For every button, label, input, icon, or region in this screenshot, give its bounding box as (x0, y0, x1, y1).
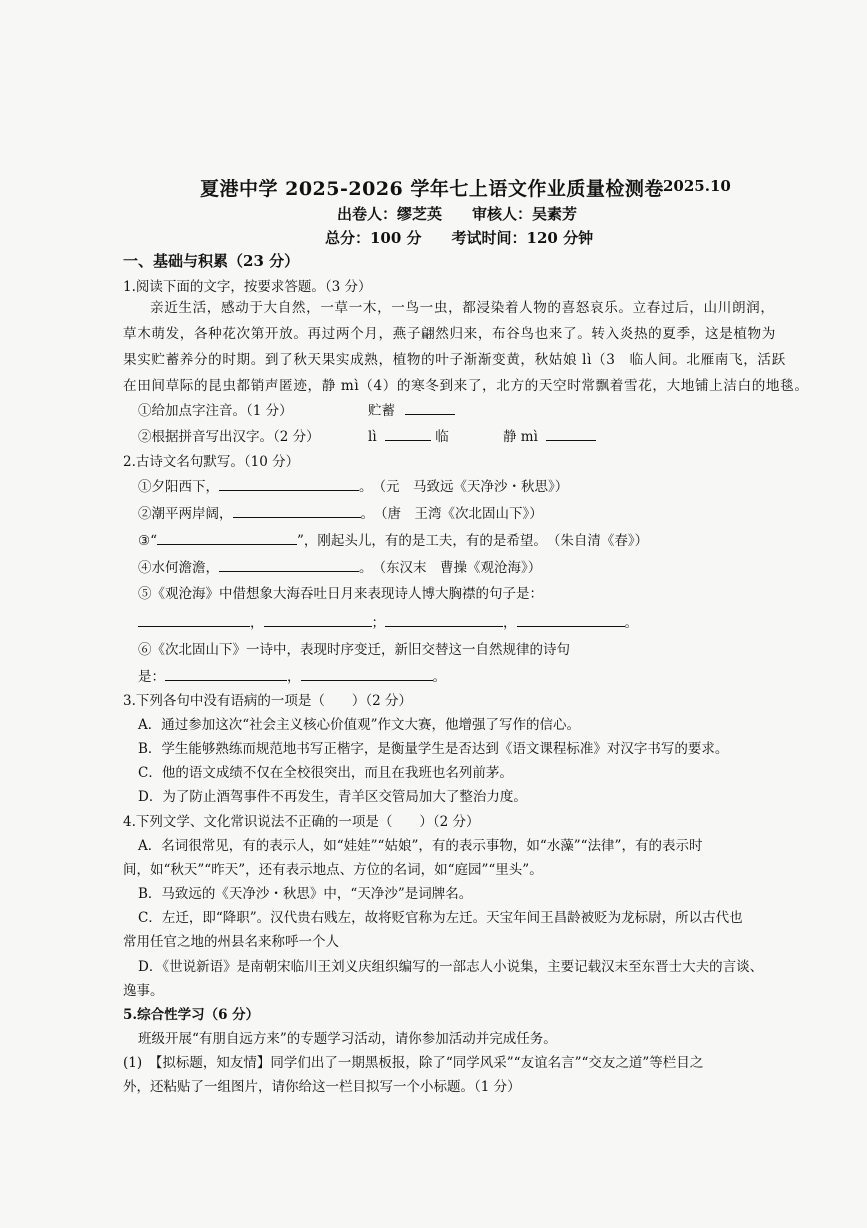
poem-item-4 (138, 556, 541, 576)
passage-line: 果实贮蓄养分的时期。到了秋天果实成熟，植物的叶子渐渐变黄，秋姑娘 lì（3 临人间。北雁南飞，活跃 (123, 352, 786, 368)
exam-title: 夏港中学 2025-2026 学年七上语文作业质量检测卷 (200, 178, 664, 200)
answer-blank[interactable] (138, 612, 250, 627)
exam-info: 总分：100 分 考试时间：120 分钟 (325, 229, 594, 247)
question-1-sub1-label: ①给加点字注音。（1 分） (138, 403, 293, 419)
poem-item-1 (138, 475, 568, 495)
poem-item-6: ⑥《次北固山下》一诗中，表现时序变迁，新旧交替这一自然规律的诗句 (138, 642, 570, 658)
question-1-sub2-b (503, 425, 596, 445)
question-3-option-d: D．为了防止酒驾事件不再发生，青羊区交管局加大了整治力度。 (138, 789, 527, 805)
question-3-option-a: A．通过参加这次“社会主义核心价值观”作文大赛，他增强了写作的信心。 (138, 717, 581, 733)
question-4-line: A．名词很常见，有的表示人，如“娃娃”“姑娘”，有的表示事物，如“水藻”“法律”，有的表示时 (138, 838, 703, 854)
poem-item-suffix: ”，刚起头儿，有的是工夫，有的是希望。 （朱自清《春》） (297, 533, 649, 549)
question-5-sub1: 外，还粘贴了一组图片，请你给这一栏目拟写一个小标题。（1 分） (123, 1079, 521, 1095)
poem-item-prefix: ②潮平两岸阔， (138, 506, 233, 522)
poem-item-prefix: ③“ (138, 533, 158, 549)
pinyin-a-after: 临 (435, 429, 449, 445)
exam-authors: 出卷人：缪芝英 审核人：吴素芳 (337, 205, 578, 223)
pinyin-a: lì (368, 429, 377, 445)
question-4-line: 间，如“秋天”“昨天”，还有表示地点、方位的名词，如“庭园”“里头”。 (123, 862, 543, 878)
pinyin-b: 静 mì (503, 429, 538, 445)
question-1-sub2-label: ②根据拼音写出汉字。（2 分） (138, 429, 320, 445)
poem-item-prefix: 是： (138, 669, 165, 685)
question-3-stem: 3.下列各句中没有语病的一项是（ ）（2 分） (123, 693, 413, 709)
question-5-sub1: (1) 【拟标题，知友情】同学们出了一期黑板报，除了“同学风采”“友谊名言”“交友之道”等栏目之 (123, 1055, 704, 1071)
passage-line: 草木萌发，各种花次第开放。再过两个月，燕子翩然归来，布谷鸟也来了。转入炎热的夏季，这是植物为 (123, 326, 776, 342)
question-4-line: 逸事。 (123, 983, 164, 999)
passage-line: 亲近生活，感动于大自然，一草一木，一鸟一虫，都浸染着人物的喜怒哀乐。立春过后，山川朗润， (150, 300, 775, 316)
question-4-line: 常用任官之地的州县名来称呼一个人 (123, 934, 339, 950)
poem-item-suffix: 。 （唐 王湾《次北固山下》） (360, 506, 543, 522)
passage-line: 在田间草际的昆虫都销声匿迹，静 mì（4）的寒冬到来了，北方的天空时常飘着雪花，大地铺上洁白的地毯。 (123, 378, 809, 394)
punctuation: ， (503, 615, 517, 631)
poem-item-suffix: 。 （东汉末 曹操《观沧海》） (359, 560, 542, 576)
poem-item-prefix: ①夕阳西下， (138, 479, 219, 495)
punctuation: ， (250, 615, 264, 631)
question-4-line: B．马致远的《天净沙・秋思》中，“天净沙”是词牌名。 (138, 886, 473, 902)
punctuation: ， (287, 669, 301, 685)
poem-item-6-blanks (138, 665, 446, 685)
punctuation: ； (371, 615, 385, 631)
question-2-stem: 2.古诗文名句默写。（10 分） (123, 454, 300, 470)
answer-blank[interactable] (264, 612, 372, 627)
question-4-line: D．《世说新语》是南朝宋临川王刘义庆组织编写的一部志人小说集，主要记载汉末至东晋士大夫的言谈、 (138, 959, 764, 975)
exam-date: 2025.10 (663, 177, 731, 195)
question-4-stem: 4.下列文学、文化常识说法不正确的一项是（ ）（2 分） (123, 814, 480, 830)
answer-blank[interactable] (385, 426, 431, 441)
answer-blank[interactable] (385, 612, 503, 627)
answer-blank[interactable] (219, 557, 359, 572)
question-5-stem: 5.综合性学习（6 分） (123, 1007, 260, 1023)
poem-item-suffix: 。 （元 马致远《天净沙・秋思》） (359, 479, 569, 495)
answer-blank[interactable] (165, 666, 287, 681)
answer-blank[interactable] (219, 476, 359, 491)
punctuation: 。 (624, 615, 638, 631)
question-5-intro: 班级开展“有朋自远方来”的专题学习活动，请你参加活动并完成任务。 (138, 1031, 557, 1047)
question-1-stem: 1.阅读下面的文字，按要求答题。（3 分） (123, 279, 372, 295)
question-4-line: C．左迁，即“降职”。汉代贵右贱左，故将贬官称为左迁。天宝年间王昌龄被贬为龙标尉，所以古代也 (138, 910, 743, 926)
punctuation: 。 (432, 669, 446, 685)
answer-blank[interactable] (517, 612, 625, 627)
question-1-sub1-word (368, 399, 455, 419)
answer-blank[interactable] (157, 530, 297, 545)
question-1-sub2-a (368, 425, 449, 445)
poem-item-2 (138, 502, 543, 522)
answer-blank[interactable] (405, 400, 455, 415)
poem-item-5-blanks (138, 611, 638, 631)
question-1-passage (123, 295, 821, 399)
poem-item-5: ⑤《观沧海》中借想象大海吞吐日月来表现诗人博大胸襟的句子是： (138, 586, 543, 602)
answer-blank[interactable] (233, 503, 361, 518)
question-3-option-b: B．学生能够熟练而规范地书写正楷字，是衡量学生是否达到《语文课程标准》对汉字书写的要求。 (138, 741, 729, 757)
poem-item-3 (138, 529, 648, 549)
question-3-option-c: C．他的语文成绩不仅在全校很突出，而且在我班也名列前茅。 (138, 765, 513, 781)
section-title: 一、基础与积累（23 分） (123, 252, 300, 270)
pinyin-target-word: 贮蓄 (368, 403, 395, 419)
answer-blank[interactable] (301, 666, 433, 681)
answer-blank[interactable] (546, 426, 596, 441)
poem-item-prefix: ④水何澹澹， (138, 560, 219, 576)
